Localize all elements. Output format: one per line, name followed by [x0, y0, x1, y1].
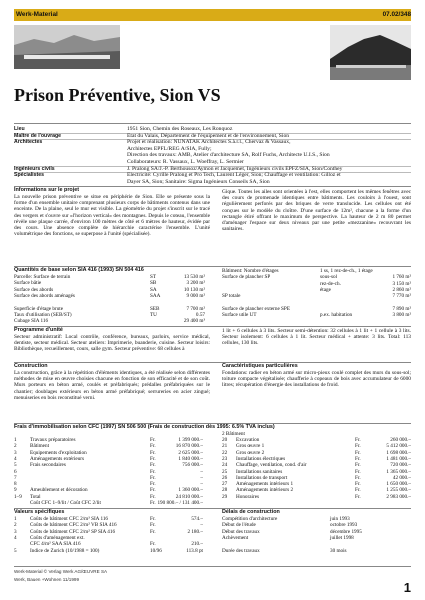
valeur-number: 3 [14, 528, 17, 535]
cfc-label: Chauffage, ventilation, cond. d'air [236, 462, 307, 469]
cfc-amount: 1 840 000.– [178, 455, 203, 462]
info-value: J. Pralong SA/J.-P. Berthousoz/Aymon et Jacquemet, Ingénieurs civils EPFZ/SIA, Sion/Conthey [127, 165, 343, 172]
q-label: Surface de plancher SP [222, 274, 271, 281]
valeur-unit: Fr. [150, 541, 156, 548]
currency: Fr. [150, 493, 156, 500]
cfc-label: Total [30, 493, 41, 500]
construction-text: La construction, grâce à la répétition d'éléments identiques, a été réalisée selon différentes méthodes de mise en œuvre choisies chacune en fonction de son efficacité et de son coût. Murs porteurs en béton armé, coulés et préfabriqués; prédalles préfabriquées sur le chantier; doublages extérieurs en béton armé préfabriqué; serrureries en acier zingué; menuiseries en bois reconstitué verni. [14, 370, 210, 401]
q-value: 3 200 m² [186, 280, 205, 287]
cfc-amount: 2 625 000.– [178, 449, 203, 456]
currency: Fr. [150, 487, 156, 494]
cfc-number: 1–9 [14, 493, 22, 500]
q-label: Surface bâtie [14, 280, 42, 287]
cfc-label: Aménagements intérieurs 2 [236, 487, 294, 494]
q-label: Surface des abords aménagés [14, 292, 75, 299]
q-label: Surface de plancher externe SPE [222, 305, 290, 312]
cfc-amount: 1 698 000.– [386, 449, 411, 456]
cfc-amount: 756 000.– [182, 462, 203, 469]
delai-label: Début des travaux [222, 528, 260, 535]
currency: Fr. [355, 487, 361, 494]
q-label: SP totale [222, 293, 241, 300]
currency: Fr. [150, 481, 156, 488]
q-label: Taux d'utilisation (SEB/ST) [14, 311, 72, 318]
currency: Fr. [355, 481, 361, 488]
projet-heading: Informations sur le projet [14, 187, 79, 193]
delai-date: juin 1993 [330, 516, 350, 522]
cfc-number: 23 [222, 455, 228, 462]
footer-issue: Werk, Bauen +Wohnen 11/1999 [14, 577, 79, 582]
cfc-label: Frais secondaires [30, 462, 66, 469]
info-value: Electricité: Cyrille Pralong et Pro Tech, Laurent Léger, Sion; Chauffage et ventilation: Gilloz et [127, 172, 341, 179]
divider [14, 326, 411, 327]
series-label: Werk-Material [16, 11, 58, 18]
q-label: Surface des abords [14, 286, 54, 293]
projet-text-right: Gique. Toutes les ailes sont orientées à l'est, elles comportent les mêmes fenêtres avec des cours de promenade identiques entre bâtiments. Les couloirs à l'ouest, sont régulièrement perforés par des briques de verre translucide. Les cellules ont été conçues sur le modèle du cloître. D'une surface de 12m², chacune a la forme d'un rectangle étiré offrant le maximum de perspective. La hauteur de 2 m 80 permet d'aménager l'espace sur deux niveaux par une petite «mezzanine» recouvrant les sanitaires. [222, 189, 411, 233]
programme-text-right: 1 lit + 6 cellules à 3 lits. Secteur semi-détention: 32 cellules à 1 lit + 1 cellule à 3 lits. Secteur isolement: 6 cellules à 1 lit. Secteur médical + attente: 3 lits. Total: 113 cellules, 130 lits. [222, 328, 411, 347]
info-value: Direction des travaux: AMB, Atelier d'architecture SA, Rolf Fuchs, Architecte U.I.S., Sion [127, 152, 330, 159]
quantites-heading: Quantités de base selon SIA 416 (1993) SN 504 416 [14, 267, 144, 273]
q-code: SAA [150, 292, 161, 299]
cfc-number: 26 [222, 474, 228, 481]
delai-label: Compétition d'architecture [222, 516, 278, 522]
info-row [14, 159, 411, 166]
valeur-label: CFC 4/m² SAA SIA 416 [30, 541, 81, 548]
divider [14, 508, 411, 509]
cfc-label: Gros œuvre 1 [236, 443, 265, 450]
q-label: Bâtiment: Nombre d'étages [222, 268, 279, 274]
cfc-label: Installations sanitaires [236, 468, 283, 475]
programme-heading: Programme d'unité [14, 327, 63, 333]
cfc-label: Equipements d'exploitation [30, 449, 87, 456]
currency: Fr. [355, 468, 361, 475]
cfc-number: 7 [14, 474, 17, 481]
q-value: 3 800 m² [392, 312, 411, 319]
cfc-number: 22 [222, 449, 228, 456]
currency: Fr. [355, 455, 361, 462]
cfc-amount: 1 365 000.– [386, 468, 411, 475]
divider [14, 362, 411, 363]
cfc-number: 27 [222, 481, 228, 488]
info-row [14, 133, 411, 140]
cfc-number: 28 [222, 487, 228, 494]
q-code: SEB [150, 305, 160, 312]
valeur-number: 1 [14, 516, 17, 522]
q-value: 13 530 m² [183, 274, 205, 280]
cfc-number: 29 [222, 493, 228, 500]
q-sub: rez-de-ch. [320, 280, 341, 287]
cfc-number: 25 [222, 468, 228, 475]
info-label: Lieu [14, 126, 25, 132]
info-label: Maître de l'ouvrage [14, 132, 62, 139]
valeur-label: Coûts de bâtiment CFC 2/m³ SIA 116 [30, 516, 109, 522]
cfc-number: 1 [14, 437, 17, 443]
info-label: Architectes [14, 139, 43, 146]
q-sub: étage [320, 286, 331, 293]
currency: Fr. [150, 455, 156, 462]
info-value: Projet et réalisation: NUNATAK Architectes S.à.r.l., Chervaz & Vassaux, [127, 139, 291, 146]
cfc-amount: 24 810 000.– [175, 493, 203, 500]
cfc-amount: 720 000.– [390, 462, 411, 469]
currency: Fr. [150, 437, 156, 443]
cfc-number: 6 [14, 468, 17, 475]
cfc-amount: 5 412 000.– [386, 443, 411, 450]
caracteristiques-heading: Caractéristiques particulières [222, 363, 298, 369]
valeur-unit: Fr. [150, 522, 156, 529]
construction-heading: Construction [14, 363, 48, 369]
cfc-amount: 260 000.– [390, 437, 411, 443]
valeur-amount: 574.– [191, 516, 203, 522]
cfc-amount: – [200, 474, 203, 481]
q-code: ST [150, 274, 157, 280]
info-row [14, 152, 411, 159]
cfc-number: 2 [14, 443, 17, 450]
currency: Fr. [355, 474, 361, 481]
currency: Fr. [355, 443, 361, 450]
currency: Fr. [150, 468, 156, 475]
valeur-unit: Fr. [150, 528, 156, 535]
q-label: Parcelle: Surface de terrain [14, 274, 71, 280]
cfc-label: Gros œuvre 2 [236, 449, 265, 456]
delai-label: Durée des travaux [222, 547, 260, 554]
cfc-label: Aménagements extérieurs [30, 455, 85, 462]
q-sub: 1 ss, 1 rez-de-ch., 1 étage [320, 268, 373, 274]
cfc-number: 21 [222, 443, 228, 450]
valeur-number: 4 [14, 534, 17, 541]
cfc-amount: 1 481 000.– [386, 455, 411, 462]
valeur-amount: 2 180.– [187, 528, 203, 535]
info-row [14, 172, 411, 179]
delai-date: juillet 1998 [330, 534, 354, 541]
currency: Fr. [150, 500, 156, 506]
frais-right-heading: 2 Bâtiment [222, 431, 245, 437]
valeur-amount: – [200, 522, 203, 529]
q-value: 7 770 m² [392, 293, 411, 300]
programme-text-left: Secteur administratif: Local contrôle, conférence, bureaux, parloirs, service médical, dentiste, secteur médical. Secteur ateliers: Imprimerie, buanderie, cuisine. Secteur loisirs: Bibliothèque, recueillement, cours, salle gym. Secteur préventive: 68 cellules à [14, 334, 210, 353]
caracteristiques-text: Fondations: radier en béton armé sur micro-pieux coulé complet des murs du sous-sol; toiture compacte végétalisée; chaufferie à copeaux de bois avec accumulateur de 6000 litres; récupération d'énergie des installations de froid. [222, 370, 411, 389]
landscape-photo [14, 25, 120, 69]
delai-date: octobre 1993 [330, 522, 358, 529]
cfc-number: 5 [14, 462, 17, 469]
footer-copyright: Werk-Material © Verlag Werk AG/ŒUVRE SA [14, 569, 108, 574]
cfc-amount: – [200, 468, 203, 475]
q-value: 29 400 m³ [183, 318, 205, 325]
q-value: 0.57 [195, 311, 205, 318]
currency: Fr. [150, 474, 156, 481]
cfc-number: 8 [14, 481, 17, 488]
cfc-number: 4 [14, 455, 17, 462]
info-row [14, 126, 411, 133]
info-row [14, 139, 411, 146]
valeur-label: Indice de Zurich (10/1988 = 100) [30, 547, 100, 554]
info-value: Collaborateurs: R. Vassaux, L. Woeffray, L. Sermier [127, 159, 244, 165]
cfc-amount: 42 000.– [392, 474, 411, 481]
divider [14, 566, 411, 567]
cfc-amount: 2 983 000.– [386, 493, 411, 500]
info-value: Architectes EPFL/REG A/SIA, Fully; [127, 145, 212, 152]
valeur-unit: 10/96 [150, 547, 162, 554]
cfc-label: Aménagements intérieurs 1 [236, 481, 294, 488]
cfc-number: 9 [14, 487, 17, 494]
mountain-photo [330, 25, 411, 80]
delai-date: décembre 1995 [330, 528, 362, 535]
valeur-number: 5 [14, 547, 17, 554]
valeur-unit: Fr. [150, 516, 156, 522]
cfc-number: 3 [14, 449, 17, 456]
q-value: 9 000 m² [186, 292, 205, 299]
sheet-number: 07.02/348 [382, 11, 411, 18]
info-label: Spécialistes [14, 172, 44, 179]
currency: Fr. [355, 493, 361, 500]
q-value: 2 860 m² [392, 286, 411, 293]
cfc-label: Installations électriques [236, 455, 286, 462]
q-label: Cubage SIA 116 [14, 318, 49, 325]
frais-heading: Frais d'immobilisation selon CFC (1997) SN 506 500 (Frais de construction dès 1995: 6.5% TVA inclus) [14, 424, 275, 430]
cfc-label: Travaux préparatoires [30, 437, 76, 443]
info-label: Ingénieurs civils [14, 165, 55, 172]
divider [14, 123, 411, 124]
info-value: 1951 Sion, Chemin des Roseaux, Les Ronquoz [127, 126, 233, 132]
valeur-label: Coûts d'aménagement ext. [30, 534, 85, 541]
valeur-label: Coûts de bâtiment CFC 2/m² SP SIA 416 [30, 528, 116, 535]
info-value: Dayer SA, Sion; Sanitaire: Sigma Ingénieurs Conseils SA, Sion [127, 178, 270, 185]
q-code: SB [150, 280, 157, 287]
delai-label: Achèvement [222, 534, 249, 541]
cfc-amount: – [200, 481, 203, 488]
currency: Fr. [355, 462, 361, 469]
q-value: 10 130 m² [183, 286, 205, 293]
page-number: 1 [403, 580, 411, 595]
cfc-amount: 1 399 000.– [178, 437, 203, 443]
cfc-amount: 16 870 000.– [175, 443, 203, 450]
cfc-amount: 1 650 000.– [386, 481, 411, 488]
valeur-label: Coûts de bâtiment CFC 2/m² VB SIA 416 [30, 522, 117, 529]
delai-label: Début de l'étude [222, 522, 256, 529]
delai-date: 30 mois [330, 547, 347, 554]
q-sub: p.ex. habitation [320, 312, 353, 319]
page-title: Prison Préventive, Sion VS [14, 85, 221, 105]
cfc-label: Coût CFC 1–9/lit / Coût CFC 2/lit [30, 500, 101, 506]
valeur-number: 2 [14, 522, 17, 529]
info-row [14, 179, 411, 186]
cfc-amount: 1 255 000.– [386, 487, 411, 494]
valeur-amount: 210.– [191, 541, 203, 548]
cfc-number: 24 [222, 462, 228, 469]
valeur-amount: 113.8 pt [186, 547, 203, 554]
cfc-label: Bâtiment [30, 443, 50, 450]
info-value: Etat du Valais, Département de l'équipement et de l'environnement, Sion [127, 132, 290, 139]
cfc-amount: 1 360 000.– [178, 487, 203, 494]
q-value: 3 150 m² [392, 280, 411, 287]
projet-text-left: La nouvelle prison préventive se situe en périphérie de Sion. Elle se présente sous la forme d'un ensemble unitaire comprenant plusieurs corps de bâtiments contenus dans une enceinte. De la plaine, seul le mur est visible. La géométrie du projet s'inscrit sur le tracé des vergers et s'ouvre sur «l'horizon vertical» des montagnes. Depuis le coteau, l'ensemble révèle une plaque carrée, d'environ 100 mètres de côté et 6 mètres de hauteur, évidée par des cours. Une absence complète de hiérarchie caractérise l'ensemble. L'unité volumétrique des fonctions, se superpose à l'unité (spécialisée). [14, 194, 210, 238]
header-bar [14, 9, 411, 21]
currency: Fr. [150, 462, 156, 469]
currency: Fr. [150, 443, 156, 450]
q-label: Surface utile UT [222, 312, 257, 319]
delais-heading: Délais de construction [222, 509, 280, 515]
cfc-label: Installations de transport [236, 474, 288, 481]
valeurs-heading: Valeurs spécifiques [14, 509, 65, 515]
cfc-amount: 190 800.– / 131 400.– [157, 500, 203, 506]
q-value: 7 890 m² [392, 305, 411, 312]
q-code: SA [150, 286, 157, 293]
cfc-label: Excavation [236, 437, 260, 443]
cfc-label: Ameublement et décoration [30, 487, 88, 494]
currency: Fr. [355, 449, 361, 456]
q-sub: sous-sol [320, 274, 338, 281]
currency: Fr. [150, 449, 156, 456]
cfc-number: 20 [222, 437, 228, 443]
q-value: 7 700 m² [186, 305, 205, 312]
currency: Fr. [355, 437, 361, 443]
q-value: 1 760 m² [392, 274, 411, 281]
q-label: Superficie d'étage brute [14, 305, 64, 312]
cfc-label: Honoraires [236, 493, 260, 500]
q-code: TU [150, 311, 157, 318]
